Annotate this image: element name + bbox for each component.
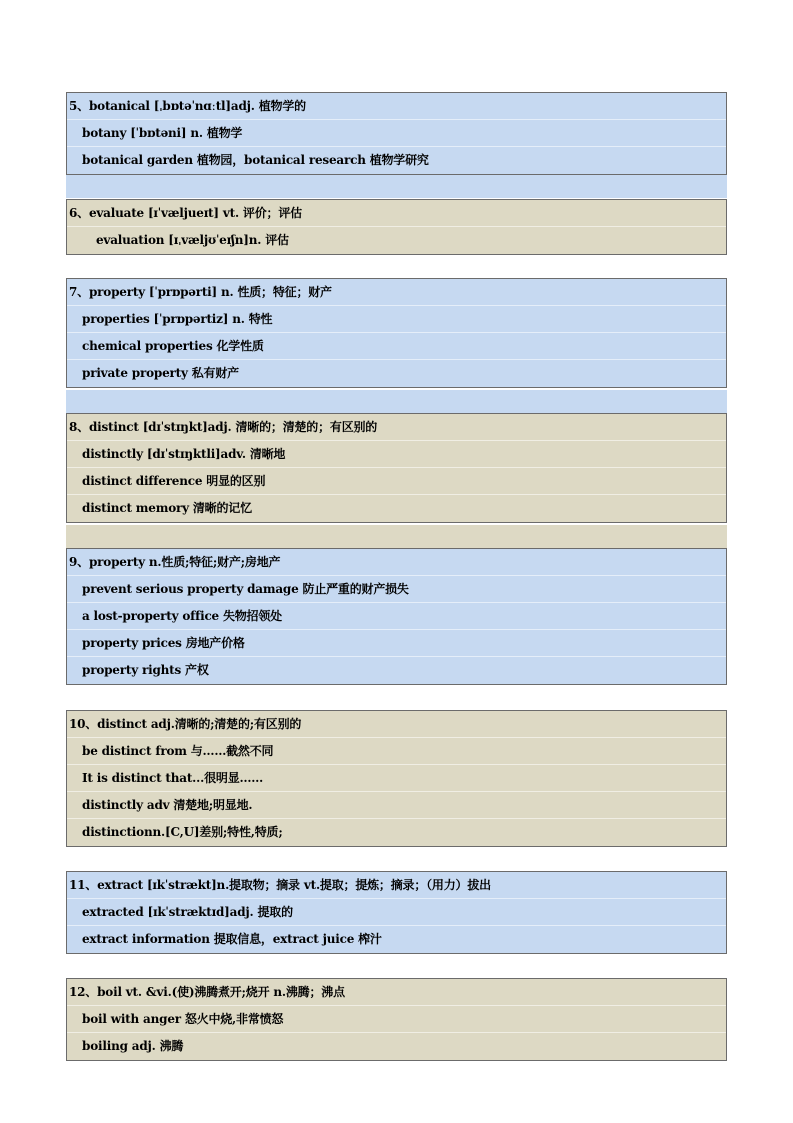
- entry-boil: [66, 978, 727, 1061]
- entry-line: evaluation [ɪˌvæljʊˈeɪʃn]n. 评估: [96, 233, 289, 247]
- entry-headword: 5、botanical [ˌbɒtəˈnɑːtl]adj. 植物学的: [67, 93, 726, 120]
- entry-line: distinctly [dɪˈstɪŋktli]adv. 清晰地: [67, 441, 726, 468]
- entry-distinct: [66, 413, 727, 523]
- entry-line: chemical properties 化学性质: [67, 333, 726, 360]
- entry-line: It is distinct that...很明显……: [67, 765, 726, 792]
- entry-headword: 8、distinct [dɪˈstɪŋkt]adj. 清晰的；清楚的；有区别的: [67, 414, 726, 441]
- entry-line: boil with anger 怒火中烧,非常愤怒: [67, 1006, 726, 1033]
- entry-extract: [66, 871, 727, 954]
- entry-line: distinctionn.[C,U]差别;特性,特质;: [82, 825, 283, 839]
- entry-line: boiling adj. 沸腾: [82, 1039, 184, 1053]
- entry-headword: 9、property n.性质;特征;财产;房地产: [67, 549, 726, 576]
- entry-line: distinctly adv 清楚地;明显地.: [67, 792, 726, 819]
- entry-line: property rights 产权: [82, 663, 209, 677]
- entry-line: extracted [ɪkˈstræktɪd]adj. 提取的: [67, 899, 726, 926]
- entry-line: a lost-property office 失物招领处: [67, 603, 726, 630]
- entry-headword: 7、property [ˈprɒpərti] n. 性质；特征；财产: [67, 279, 726, 306]
- entry-line: extract information 提取信息，extract juice 榨汁: [82, 932, 382, 946]
- entry-line: private property 私有财产: [82, 366, 239, 380]
- entry-line: prevent serious property damage 防止严重的财产损失: [67, 576, 726, 603]
- entry-line: properties [ˈprɒpərtiz] n. 特性: [67, 306, 726, 333]
- entry-line: botany [ˈbɒtəni] n. 植物学: [67, 120, 726, 147]
- entry-distinct-2: [66, 710, 727, 847]
- separator-band: [66, 175, 727, 198]
- entry-line: property prices 房地产价格: [67, 630, 726, 657]
- entry-property: [66, 278, 727, 388]
- entry-evaluate: [66, 199, 727, 255]
- entry-headword: 6、evaluate [ɪˈvæljueɪt] vt. 评价；评估: [67, 200, 726, 227]
- entry-line: botanical garden 植物园，botanical research 植物学研究: [82, 153, 429, 167]
- entry-line: distinct memory 清晰的记忆: [82, 501, 252, 515]
- entry-line: be distinct from 与……截然不同: [67, 738, 726, 765]
- entry-line: distinct difference 明显的区别: [67, 468, 726, 495]
- entry-botanical: [66, 92, 727, 175]
- separator-band: [66, 390, 727, 413]
- separator-band: [66, 525, 727, 548]
- entry-headword: 10、distinct adj.清晰的;清楚的;有区别的: [67, 711, 726, 738]
- entry-headword: 11、extract [ɪkˈstrækt]n.提取物；摘录 vt.提取；提炼；摘录；（用力）拔出: [67, 872, 726, 899]
- entry-headword: 12、boil vt. &vi.(使)沸腾煮开;烧开 n.沸腾；沸点: [67, 979, 726, 1006]
- entry-property-2: [66, 548, 727, 685]
